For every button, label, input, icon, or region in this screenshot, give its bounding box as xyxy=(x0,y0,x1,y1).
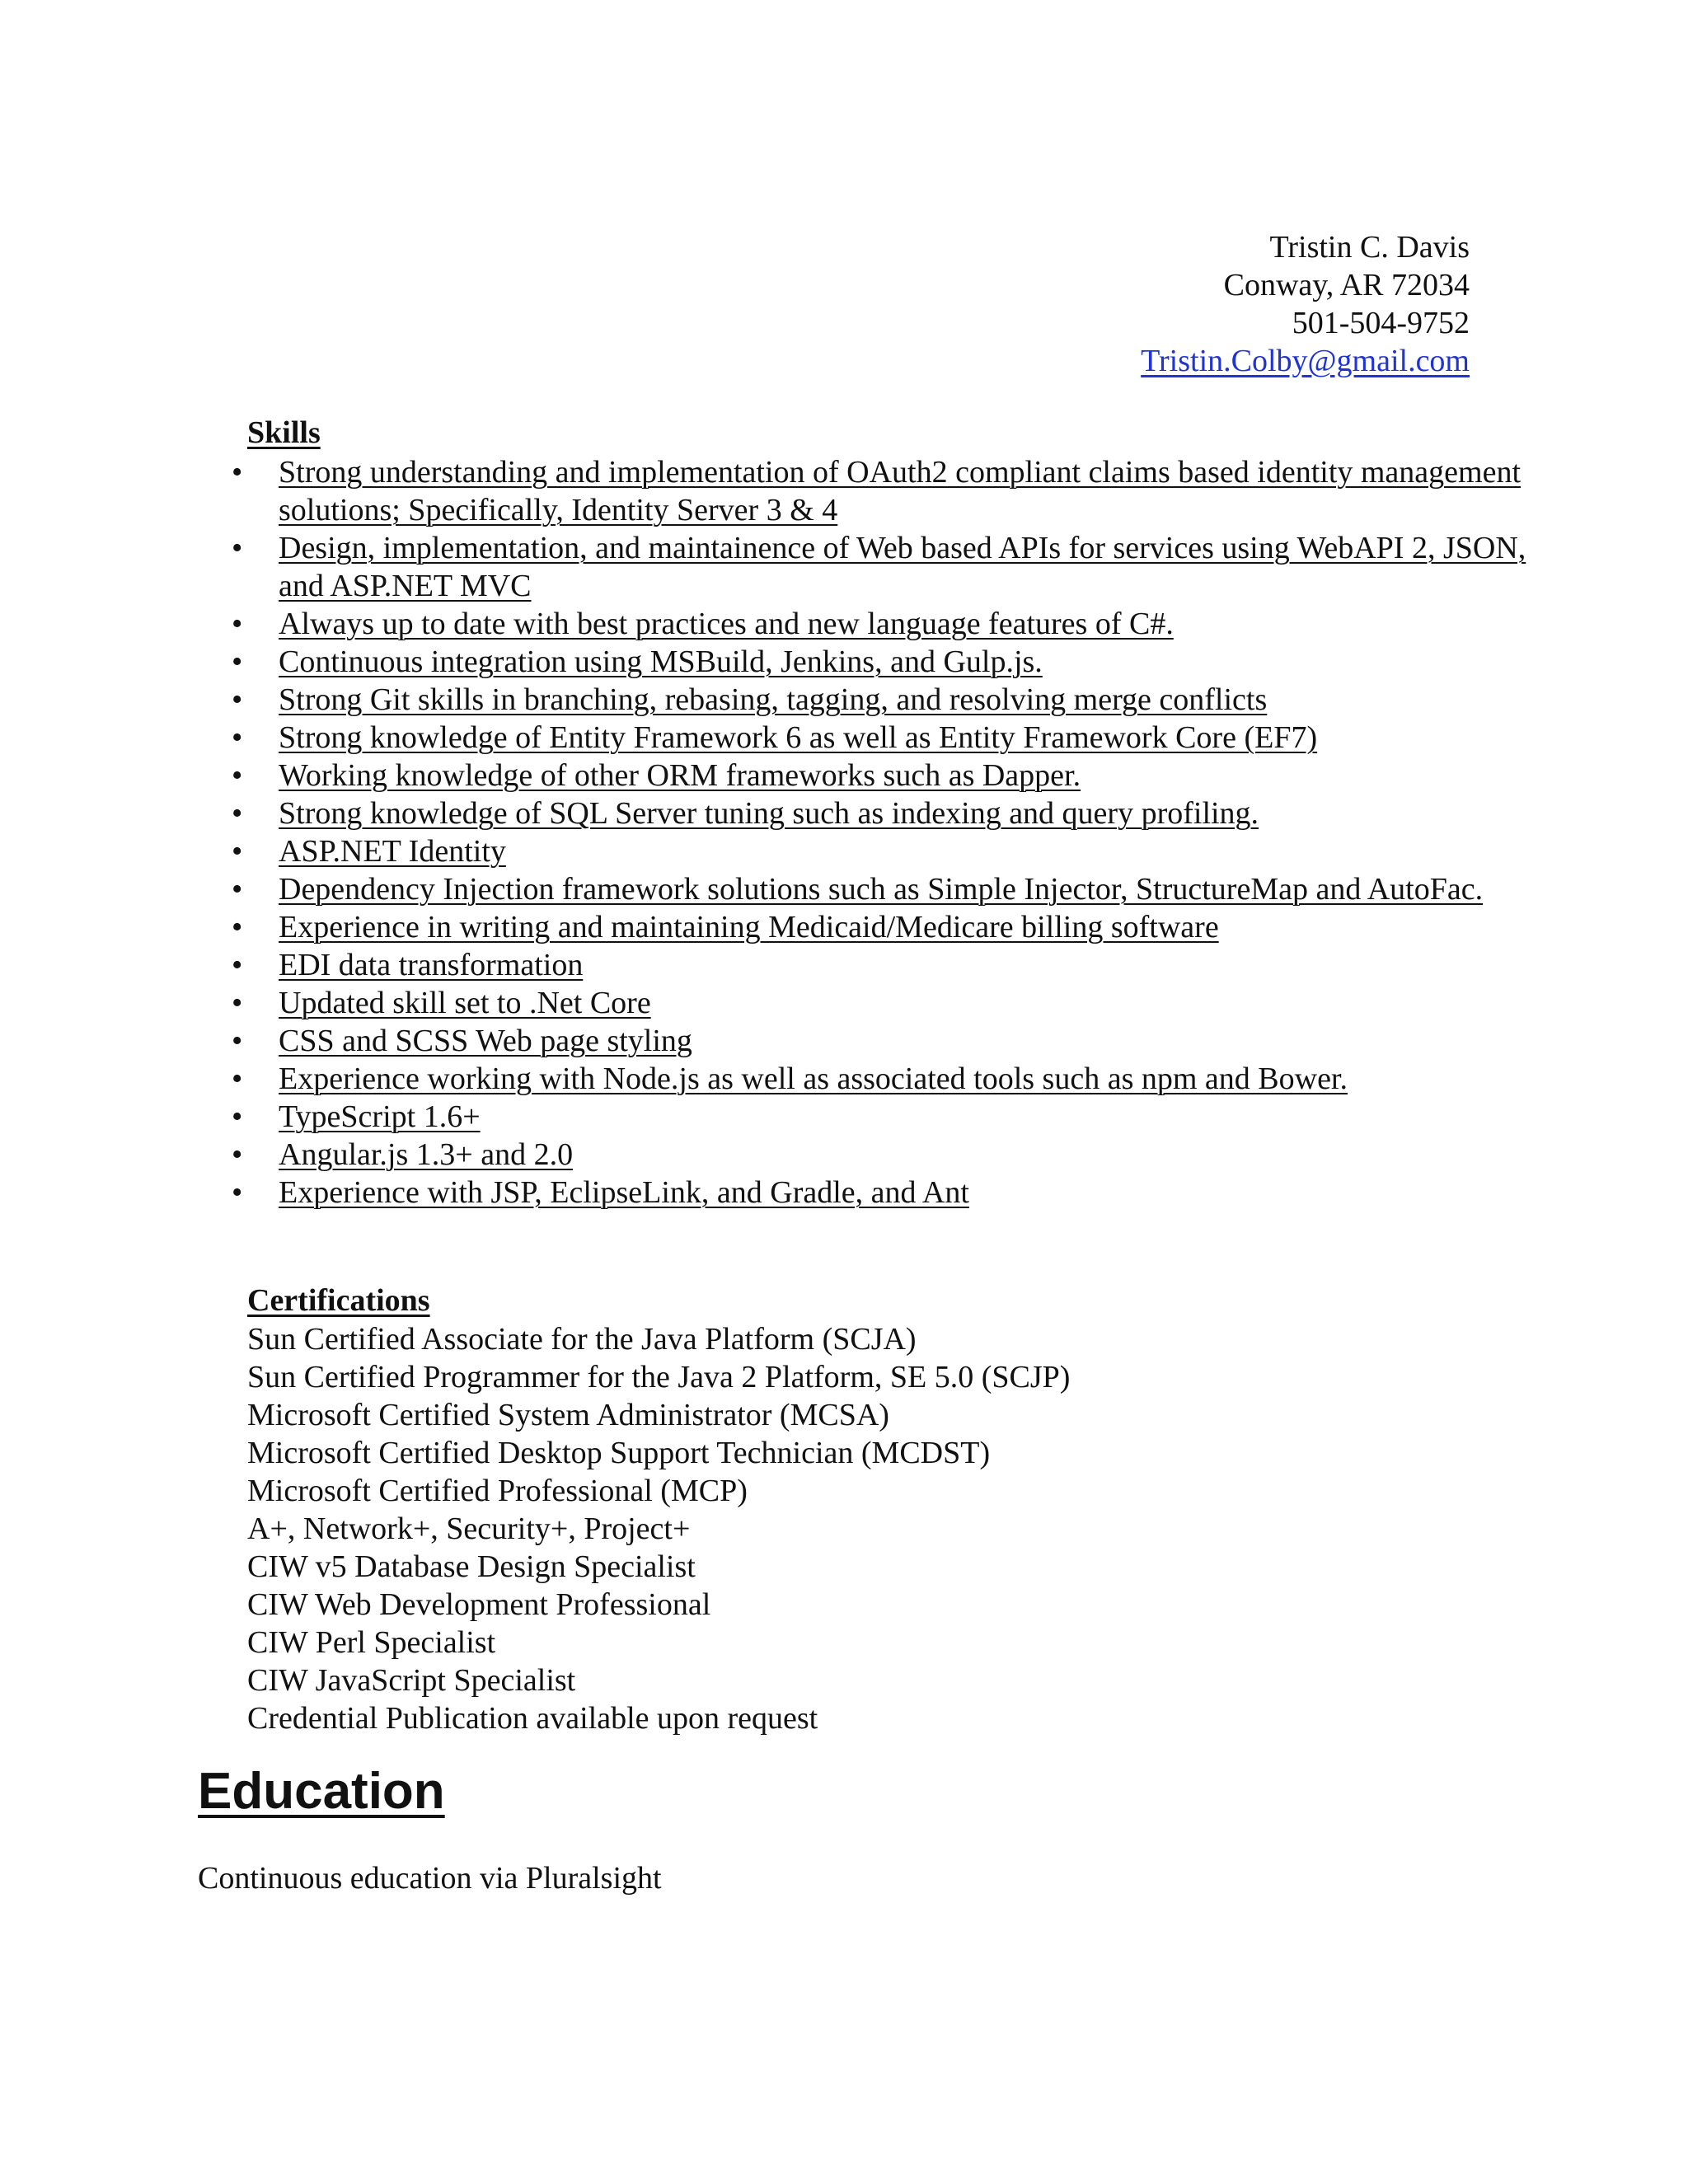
certification-item: CIW Web Development Professional xyxy=(247,1587,711,1622)
skill-text: Continuous integration using MSBuild, Jenkins, and Gulp.js. xyxy=(279,644,1043,679)
certification-item: A+, Network+, Security+, Project+ xyxy=(247,1511,691,1546)
certification-item: CIW JavaScript Specialist xyxy=(247,1663,576,1698)
certification-item: Sun Certified Associate for the Java Platform (SCJA) xyxy=(247,1322,917,1357)
bullet-icon: • xyxy=(232,644,243,679)
skill-text: Strong understanding and implementation of OAuth2 compliant claims based identity management solutions; Specifically, Identity Server 3 & 4 xyxy=(279,455,1522,527)
certification-item: Microsoft Certified Desktop Support Technician (MCDST) xyxy=(247,1436,991,1470)
contact-block xyxy=(989,228,1470,380)
certification-item: Microsoft Certified Professional (MCP) xyxy=(247,1474,748,1508)
skill-item xyxy=(0,1022,1550,1060)
bullet-icon: • xyxy=(232,834,243,869)
skill-text: Dependency Injection framework solutions such as Simple Injector, StructureMap and AutoFac. xyxy=(279,872,1484,907)
bullet-icon: • xyxy=(232,1024,243,1058)
skill-item xyxy=(0,794,1550,832)
bullet-icon: • xyxy=(232,910,243,944)
bullet-icon: • xyxy=(232,872,243,907)
skill-text: Always up to date with best practices and new language features of C#. xyxy=(279,607,1174,641)
skill-item xyxy=(0,605,1550,643)
certification-item: CIW v5 Database Design Specialist xyxy=(247,1549,696,1584)
skill-text: Updated skill set to .Net Core xyxy=(279,986,651,1020)
skill-item xyxy=(0,453,1550,529)
skill-text: ASP.NET Identity xyxy=(279,834,506,869)
bullet-icon: • xyxy=(232,1137,243,1172)
skill-text: Design, implementation, and maintainence of Web based APIs for services using WebAPI 2, JSON, and ASP.NET MVC xyxy=(279,531,1526,603)
contact-phone: 501-504-9752 xyxy=(1292,306,1470,340)
skill-item xyxy=(0,681,1550,719)
certification-item: Credential Publication available upon request xyxy=(247,1701,818,1736)
skill-item xyxy=(0,757,1550,794)
skills-heading: Skills xyxy=(247,415,321,450)
skill-text: EDI data transformation xyxy=(279,948,584,982)
contact-email-link[interactable]: Tristin.Colby@gmail.com xyxy=(1141,344,1470,378)
certification-item: Sun Certified Programmer for the Java 2 Platform, SE 5.0 (SCJP) xyxy=(247,1360,1071,1394)
certifications-list xyxy=(247,1320,1319,1737)
bullet-icon: • xyxy=(232,948,243,982)
bullet-icon: • xyxy=(232,682,243,717)
skill-item xyxy=(0,870,1550,908)
skill-item xyxy=(0,719,1550,757)
skill-text: Experience with JSP, EclipseLink, and Gradle, and Ant xyxy=(279,1175,969,1210)
contact-name: Tristin C. Davis xyxy=(1269,230,1470,265)
skill-item xyxy=(0,1174,1550,1212)
bullet-icon: • xyxy=(232,455,243,490)
certification-item: CIW Perl Specialist xyxy=(247,1625,496,1660)
skill-item xyxy=(0,1136,1550,1174)
skill-text: Working knowledge of other ORM frameworks such as Dapper. xyxy=(279,758,1081,793)
skill-item xyxy=(0,946,1550,984)
skill-text: CSS and SCSS Web page styling xyxy=(279,1024,692,1058)
contact-location: Conway, AR 72034 xyxy=(1223,268,1470,302)
skill-text: TypeScript 1.6+ xyxy=(279,1099,481,1134)
education-heading: Education xyxy=(198,1763,445,1820)
bullet-icon: • xyxy=(232,720,243,755)
certifications-heading: Certifications xyxy=(247,1283,430,1318)
education-text: Continuous education via Pluralsight xyxy=(198,1861,662,1896)
bullet-icon: • xyxy=(232,986,243,1020)
bullet-icon: • xyxy=(232,758,243,793)
bullet-icon: • xyxy=(232,1099,243,1134)
bullet-icon: • xyxy=(232,1062,243,1096)
skill-item xyxy=(0,643,1550,681)
certification-item: Microsoft Certified System Administrator (MCSA) xyxy=(247,1398,889,1432)
skill-text: Strong knowledge of Entity Framework 6 as well as Entity Framework Core (EF7) xyxy=(279,720,1318,755)
skill-item xyxy=(0,529,1550,605)
skill-text: Angular.js 1.3+ and 2.0 xyxy=(279,1137,574,1172)
bullet-icon: • xyxy=(232,1175,243,1210)
skill-text: Experience working with Node.js as well as associated tools such as npm and Bower. xyxy=(279,1062,1348,1096)
skill-item xyxy=(0,1098,1550,1136)
skill-item xyxy=(0,832,1550,870)
skill-text: Experience in writing and maintaining Medicaid/Medicare billing software xyxy=(279,910,1219,944)
skill-text: Strong knowledge of SQL Server tuning such as indexing and query profiling. xyxy=(279,796,1259,831)
bullet-icon: • xyxy=(232,796,243,831)
skills-list xyxy=(0,453,1550,1212)
skill-item xyxy=(0,1060,1550,1098)
skill-item xyxy=(0,908,1550,946)
bullet-icon: • xyxy=(232,607,243,641)
bullet-icon: • xyxy=(232,531,243,565)
skill-text: Strong Git skills in branching, rebasing, tagging, and resolving merge conflicts xyxy=(279,682,1268,717)
skill-item xyxy=(0,984,1550,1022)
